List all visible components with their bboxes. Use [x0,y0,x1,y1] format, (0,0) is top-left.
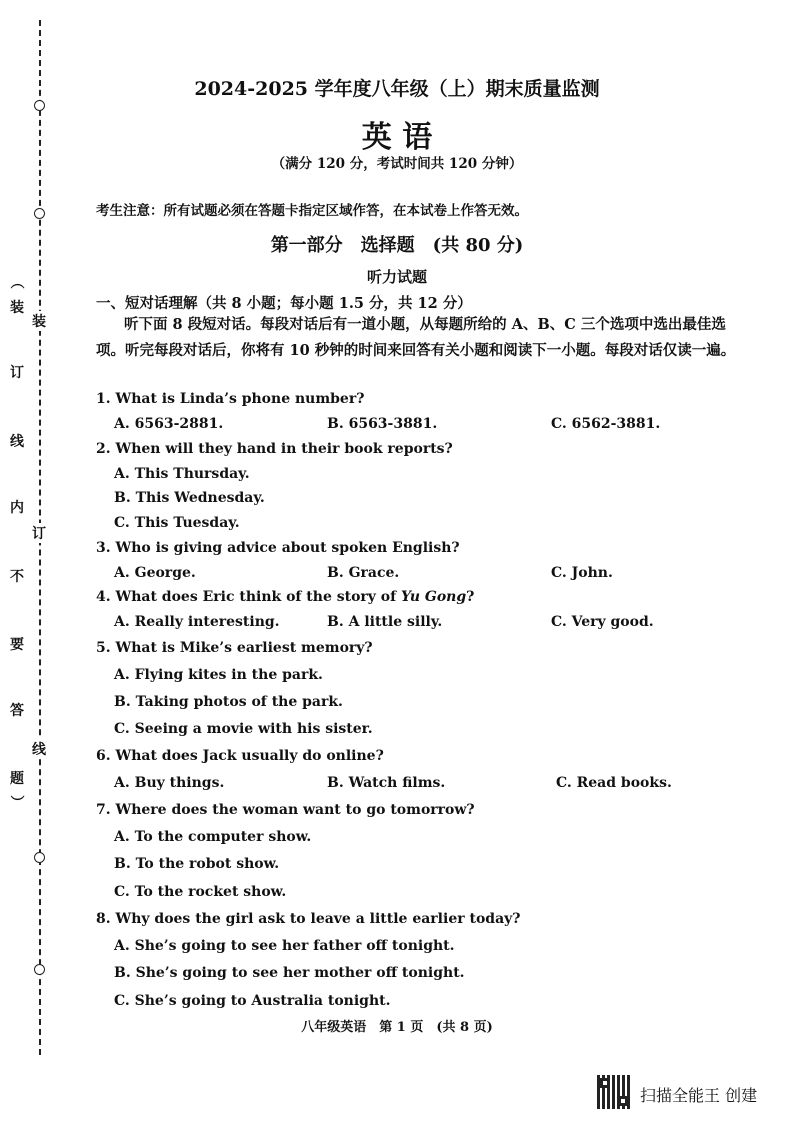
binding-hole [34,964,45,975]
scanner-watermark: 扫描全能王 创建 [640,1086,758,1105]
exam-notice: 考生注意：所有试题必须在答题卡指定区域作答，在本试卷上作答无效。 [96,203,528,219]
question-stem: 2. When will they hand in their book reports? [96,441,453,457]
binding-warning-char: 装 [32,311,46,331]
option-a: A. Buy things. [114,775,225,791]
option-b: B. She’s going to see her mother off tonight. [114,965,465,981]
part-title: 第一部分 选择题 (共 80 分) [270,235,524,256]
option-a: A. Really interesting. [114,614,280,630]
binding-warning-char: 内 [10,500,24,516]
question-stem: 4. What does Eric think of the story of Yu Gong? [96,589,475,605]
binding-warning-char: 线 [32,739,46,759]
binding-warning-char: 要 [10,637,24,653]
question-stem: 7. Where does the woman want to go tomorrow? [96,802,475,818]
option-c: C. To the rocket show. [114,884,287,900]
subject-title: 英 语 [361,120,433,155]
option-c: C. Read books. [556,775,672,791]
binding-hole [34,100,45,111]
option-a: A. She’s going to see her father off tonight. [114,938,455,954]
option-b: B. A little silly. [327,614,443,630]
option-c: C. 6562-3881. [551,416,661,432]
page-info: 八年级英语 第 1 页 (共 8 页) [301,1020,493,1035]
option-b: B. To the robot show. [114,856,280,872]
option-a: A. Flying kites in the park. [114,667,323,683]
option-c: C. This Tuesday. [114,515,240,531]
binding-warning-char: ） [8,795,24,809]
option-c: C. Seeing a movie with his sister. [114,721,373,737]
subsection-title: 一、短对话理解（共 8 小题；每小题 1.5 分，共 12 分） [96,295,472,312]
exam-title: 2024-2025 学年度八年级（上）期末质量监测 [194,78,600,100]
question-stem: 1. What is Linda’s phone number? [96,391,365,407]
binding-warning-char: （ [8,275,24,289]
binding-warning-char: 订 [32,523,46,543]
option-b: B. This Wednesday. [114,490,265,506]
question-stem: 8. Why does the girl ask to leave a little earlier today? [96,911,521,927]
option-a: A. To the computer show. [114,829,312,845]
binding-warning-char: 不 [10,569,24,585]
binding-warning-char: 订 [10,365,24,381]
listening-title: 听力试题 [366,268,427,286]
option-b: B. 6563-3881. [327,416,438,432]
binding-hole [34,208,45,219]
binding-warning-char: 装 [10,300,24,316]
score-note: （满分 120 分，考试时间共 120 分钟） [271,156,523,172]
question-stem: 5. What is Mike’s earliest memory? [96,640,373,656]
option-a: A. This Thursday. [114,466,250,482]
option-a: A. George. [114,565,196,581]
option-b: B. Taking photos of the park. [114,694,343,710]
binding-warning-char: 答 [10,703,24,719]
question-stem: 6. What does Jack usually do online? [96,748,384,764]
option-a: A. 6563-2881. [114,416,224,432]
binding-warning-char: 题 [10,771,24,787]
option-b: B. Watch films. [327,775,446,791]
option-b: B. Grace. [327,565,400,581]
instructions: 听下面 8 段短对话。每段对话后有一道小题，从每题所给的 A、B、C 三个选项中选出最佳选项。听完每段对话后，你将有 10 秒钟的时间来回答有关小题和阅读下一小题。每段对话仅读一遍。 [96,316,736,359]
binding-hole [34,852,45,863]
qr-code-icon [597,1075,631,1109]
option-c: C. Very good. [551,614,654,630]
option-c: C. She’s going to Australia tonight. [114,993,391,1009]
binding-warning-char: 线 [10,434,24,450]
option-c: C. John. [551,565,613,581]
question-stem: 3. Who is giving advice about spoken English? [96,540,460,556]
